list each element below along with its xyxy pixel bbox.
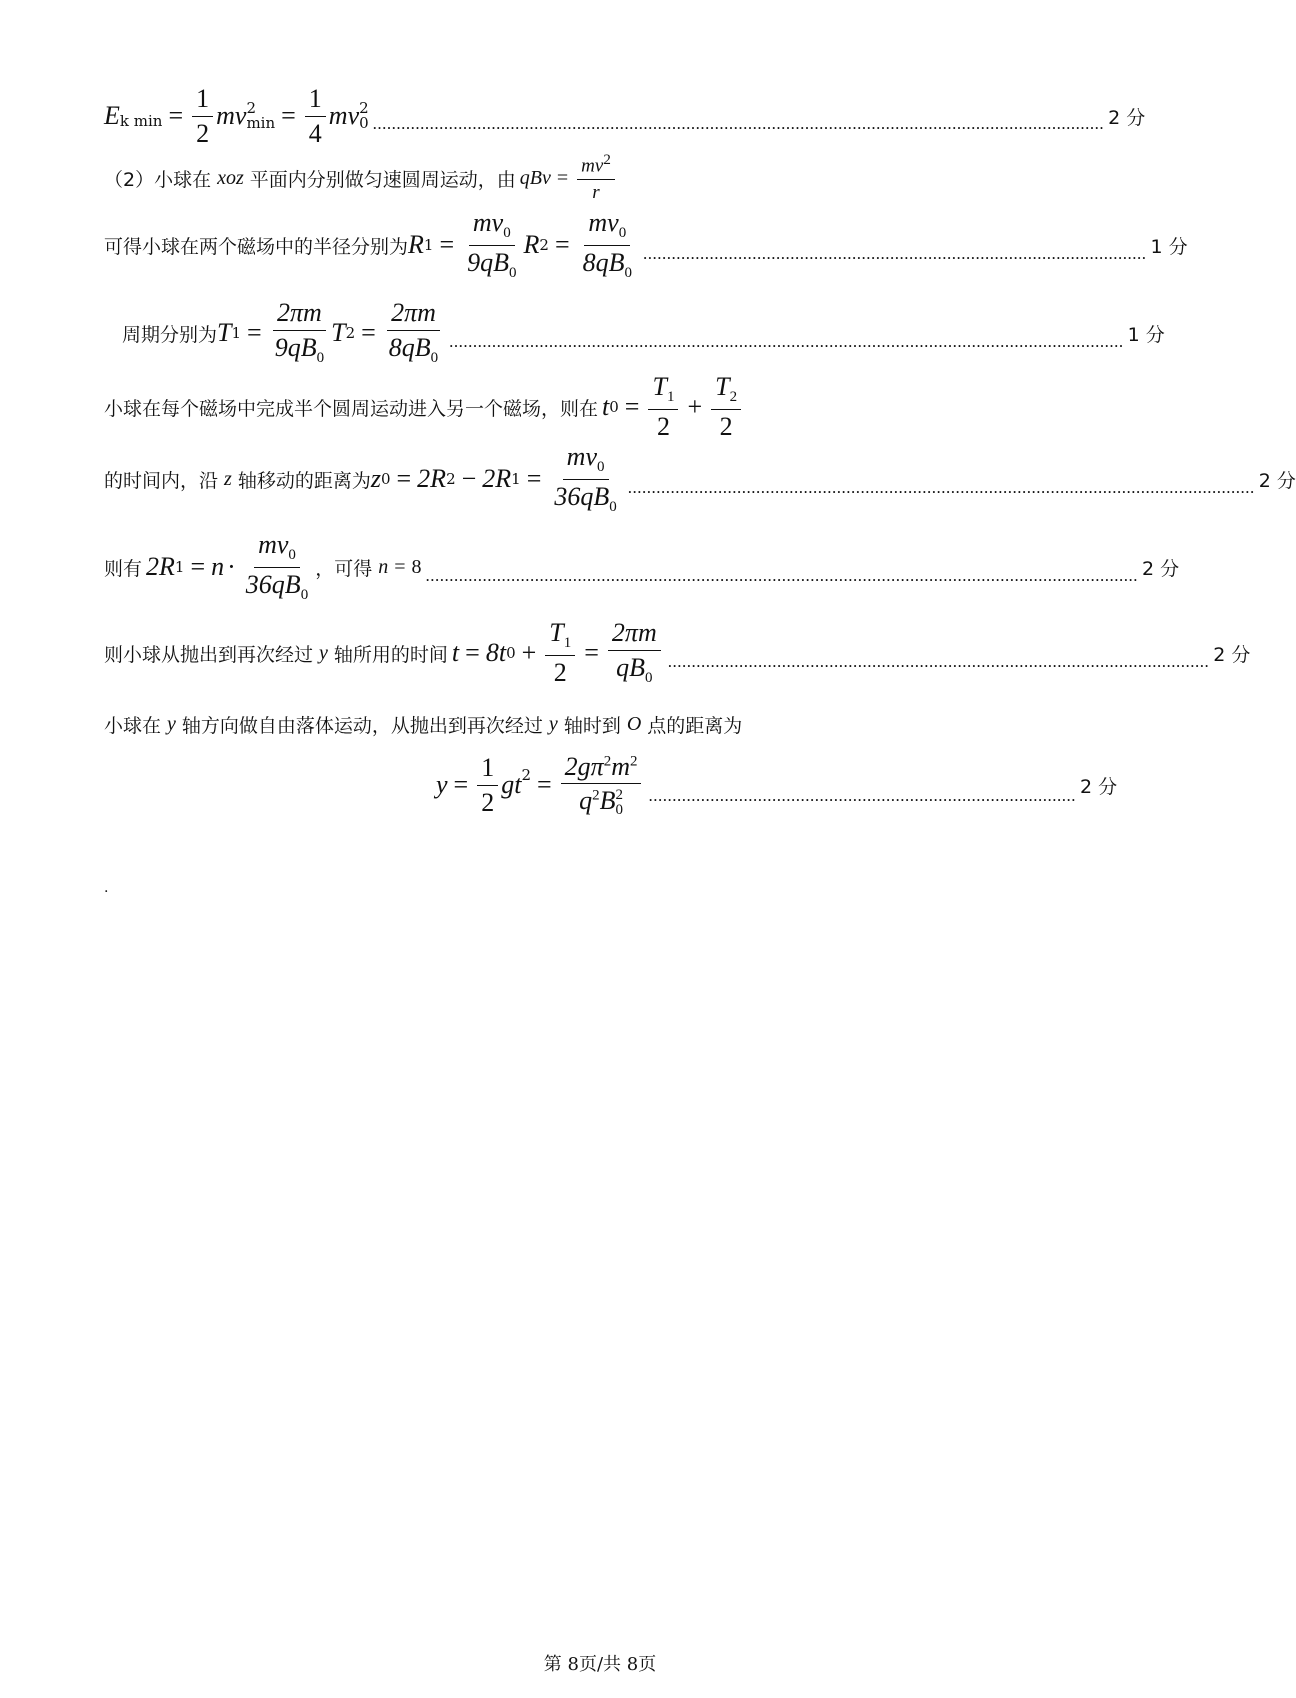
fraction-t1: $\frac{2\pi m}{9qB_0}$ xyxy=(274,298,325,367)
fraction-r1: $\frac{mv_0}{9qB_0}$ xyxy=(467,208,517,281)
fraction-t1-over-2: $\frac{T_1}{2}$ xyxy=(545,618,575,687)
fraction-n: $\frac{mv_0}{36qB_0}$ xyxy=(245,530,309,603)
fraction-quarter: $\frac{1}{4}$ xyxy=(305,84,326,149)
period-line: 周期分别为 T 1 = $\frac{2\pi m}{9qB_0}$ T 2 = $\frac{2\pi m}{8qB_0}$ .............................................................................................................................................. 1 分 xyxy=(122,298,1165,367)
leader-dots: .......................................................................................................................................................... xyxy=(372,114,1105,133)
fraction-mv2-r: $\frac{mv^2}{r}$ xyxy=(577,152,615,204)
y-equation: y = $\frac{1}{2}$ gt 2 = $2g\pi^2m^2$ $q^2B$ 2 0 .......................................................................................... 2 分 xyxy=(436,751,1118,819)
fraction-t2: $\frac{2\pi m}{8qB_0}$ xyxy=(388,298,439,367)
radius-line: 可得小球在两个磁场中的半径分别为 R 1 = $\frac{mv_0}{9qB_0}$ R 2 = $\frac{mv_0}{8qB_0}$ .......................................................................................................... 1 分 xyxy=(104,208,1188,281)
symbol-e: E xyxy=(104,101,120,130)
fraction-half-y: $\frac{1}{2}$ xyxy=(477,753,498,818)
half-circle-line: 小球在每个磁场中完成半个圆周运动进入另一个磁场，则在 t 0 = $\frac{T_1}{2}$ + $\frac{T_2}{2}$ xyxy=(104,376,744,438)
score-label: 2 分 xyxy=(1108,106,1146,129)
fraction-t2-half: $\frac{T_2}{2}$ xyxy=(711,372,741,441)
page-footer: 第 8页/共 8页 xyxy=(543,1654,657,1675)
fraction-half: $\frac{1}{2}$ xyxy=(192,84,213,149)
n-line: 则有 2R 1 = n · $\frac{mv_0}{36qB_0}$ ，可得 n = 8 ...................................................................................................................................................... 2 分 xyxy=(104,530,1180,603)
equation-ekmin: E k min = $\frac{1}{2}$ mv 2 min = $\frac{1}{4}$ mv 2 0 .......................................................................................................................................................... 2 分 xyxy=(104,83,1146,148)
fraction-r2: $\frac{mv_0}{8qB_0}$ xyxy=(582,208,633,281)
stray-dot: . xyxy=(104,880,109,896)
fraction-t1-half: $\frac{T_1}{2}$ xyxy=(648,372,678,441)
sub-kmin: k min xyxy=(119,112,163,130)
fraction-2pim: $\frac{2\pi m}{qB_0}$ xyxy=(608,618,661,687)
z-move-line: 的时间内，沿 z 轴移动的距离为 z 0 = 2R 2 − 2R 1 = $\frac{mv_0}{36qB_0}$ .................................................................................................................................... 2 分 xyxy=(104,442,1296,515)
section-2-intro: （2）小球在 xoz 平面内分别做匀速圆周运动，由 qBv = $\frac{mv^2}{r}$ xyxy=(104,150,618,206)
fraction-z0: $\frac{mv_0}{36qB_0}$ xyxy=(554,442,617,515)
fraction-y: $2g\pi^2m^2$ $q^2B$ 2 0 xyxy=(561,752,642,819)
free-fall-line: 小球在 y 轴方向做自由落体运动，从抛出到再次经过 y 轴时到 O 点的距离为 xyxy=(104,712,743,737)
time-line: 则小球从抛出到再次经过 y 轴所用的时间 t = 8t 0 + $\frac{T_1}{2}$ = $\frac{2\pi m}{qB_0}$ .................................................................................................................. 2 分 xyxy=(104,618,1251,687)
